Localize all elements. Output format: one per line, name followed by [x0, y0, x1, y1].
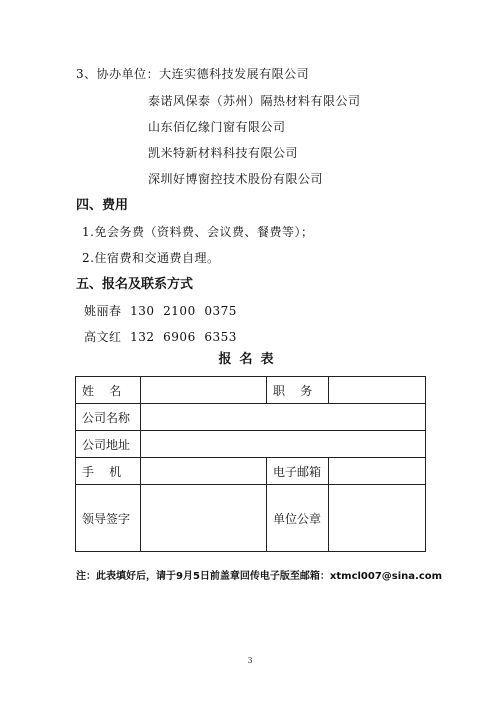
co-organizer-row: [76, 66, 309, 82]
form-row-signature: [76, 485, 426, 552]
address-label: 公司地址: [76, 431, 141, 458]
page-number: 3: [247, 656, 253, 665]
email-field[interactable]: [329, 458, 426, 485]
contact-person: 高文红 132 6906 6353: [84, 330, 237, 344]
co-organizer-item: 大连实德科技发展有限公司: [159, 67, 310, 81]
company-field[interactable]: [141, 404, 426, 431]
form-title: 报名表: [218, 352, 282, 367]
leader-sign-label: 领导签字: [76, 485, 141, 552]
co-organizer-label: 3、协办单位：: [76, 67, 160, 81]
address-field[interactable]: [141, 431, 426, 458]
contact-person: 姚丽春 130 2100 0375: [84, 304, 237, 318]
mobile-field[interactable]: [141, 458, 267, 485]
co-organizer-item: 泰诺风保泰（苏州）隔热材料有限公司: [148, 94, 361, 108]
company-seal-field[interactable]: [329, 485, 426, 552]
co-organizer-item: 凯米特新材料科技有限公司: [148, 146, 299, 160]
form-row-company: [76, 404, 426, 431]
email-label: 电子邮箱: [267, 458, 329, 485]
name-label: 姓 名: [76, 377, 141, 404]
fees-heading: 四、费用: [76, 198, 129, 213]
mobile-label: 手 机: [76, 458, 141, 485]
co-organizer-item: 山东佰亿缘门窗有限公司: [148, 120, 286, 134]
form-row-mobile: [76, 458, 426, 485]
company-label: 公司名称: [76, 404, 141, 431]
company-seal-label: 单位公章: [267, 485, 329, 552]
contact-heading: 五、报名及联系方式: [76, 277, 194, 292]
fee-item: 1.免会务费（资料费、会议费、餐费等）；: [82, 225, 314, 239]
name-field[interactable]: [141, 377, 267, 404]
fee-item: 2.住宿费和交通费自理。: [82, 251, 220, 265]
form-row-address: [76, 431, 426, 458]
submission-note: 注：此表填好后，请于9月5日前盖章回传电子版至邮箱：xtmcl007@sina.com: [76, 571, 443, 582]
position-label: 职 务: [267, 377, 329, 404]
leader-sign-field[interactable]: [141, 485, 267, 552]
registration-form-table: [75, 376, 426, 552]
form-row-name: [76, 377, 426, 404]
co-organizer-item: 深圳好博窗控技术股份有限公司: [148, 172, 324, 186]
position-field[interactable]: [329, 377, 426, 404]
